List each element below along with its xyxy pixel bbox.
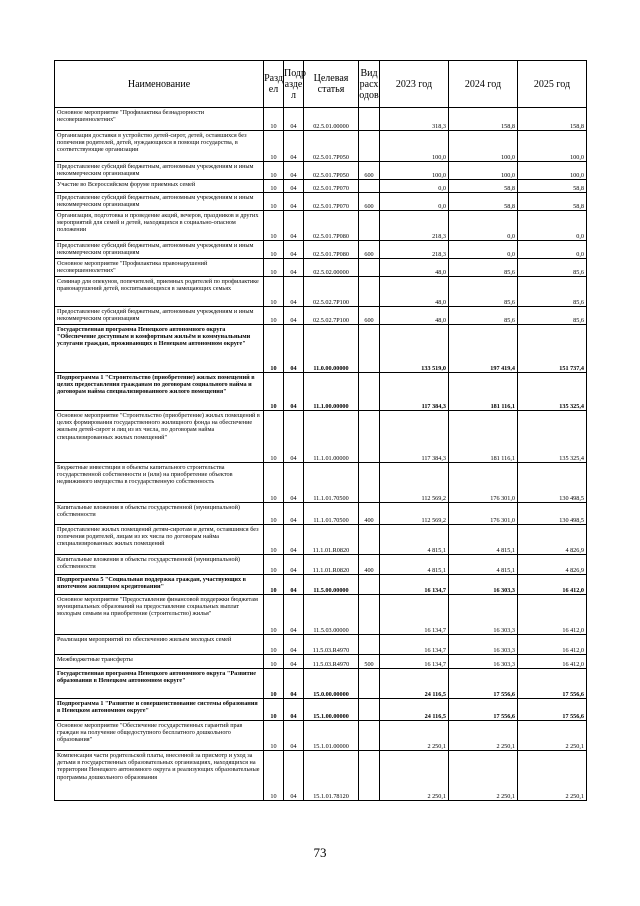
row-2024: 4 815,1: [449, 525, 518, 555]
row-2025: 158,8: [518, 108, 587, 131]
table-row: [55, 277, 587, 307]
row-2025: 17 556,6: [518, 669, 587, 699]
header-name: Наименование: [55, 61, 264, 108]
row-2023: 2 250,1: [380, 751, 449, 801]
row-name: Межбюджетные трансферты: [55, 655, 264, 669]
row-2023: 16 134,7: [380, 595, 449, 635]
row-section: 10: [264, 411, 284, 463]
row-expense-type: 600: [359, 193, 380, 211]
row-subsection: 04: [284, 211, 304, 241]
table-row: [55, 525, 587, 555]
row-target: 02.5.02.00000: [304, 259, 359, 277]
row-section: 10: [264, 575, 284, 595]
row-2025: 135 325,4: [518, 411, 587, 463]
row-2023: 16 134,7: [380, 635, 449, 655]
row-name: Семинар для опекунов, попечителей, приемных родителей по профилактике правонарушений детей, воспитывающихся в замещающих семьях: [55, 277, 264, 307]
table-row: [55, 635, 587, 655]
row-section: 10: [264, 108, 284, 131]
row-name: Предоставление субсидий бюджетным, автономным учреждениям и иным некоммерческим организациям: [55, 193, 264, 211]
row-subsection: 04: [284, 131, 304, 162]
header-row: [55, 61, 587, 108]
row-2023: 48,0: [380, 277, 449, 307]
row-name: Подпрограмма 1 "Развитие и совершенствование системы образования в Ненецком автономном округе": [55, 699, 264, 721]
table-row: [55, 108, 587, 131]
table-row: [55, 131, 587, 162]
row-subsection: 04: [284, 595, 304, 635]
row-2025: 58,8: [518, 193, 587, 211]
row-2024: 176 301,0: [449, 503, 518, 525]
row-2024: 17 556,6: [449, 669, 518, 699]
row-target: 11.1.01.70500: [304, 503, 359, 525]
table-row: [55, 193, 587, 211]
row-name: Основное мероприятие "Строительство (приобретение) жилых помещений в целях формирования государственного жилищного фонда на обеспечение жильем детей-сирот и лиц из их числа, по договорам найма специализированных жилых помещений": [55, 411, 264, 463]
row-2024: 17 556,6: [449, 699, 518, 721]
row-2024: 85,6: [449, 307, 518, 325]
row-section: 10: [264, 131, 284, 162]
row-expense-type: 400: [359, 555, 380, 575]
table-row: [55, 463, 587, 503]
row-subsection: 04: [284, 525, 304, 555]
row-expense-type: [359, 108, 380, 131]
row-expense-type: [359, 259, 380, 277]
row-2025: 85,6: [518, 277, 587, 307]
table-row: [55, 699, 587, 721]
row-subsection: 04: [284, 277, 304, 307]
row-2023: 24 116,5: [380, 669, 449, 699]
row-section: 10: [264, 325, 284, 373]
row-2024: 100,0: [449, 162, 518, 180]
row-section: 10: [264, 595, 284, 635]
row-section: 10: [264, 277, 284, 307]
row-target: 02.5.01.7Р050: [304, 162, 359, 180]
row-target: 11.5.03.R4970: [304, 635, 359, 655]
row-name: Основное мероприятие "Профилактика безнадзорности несовершеннолетних": [55, 108, 264, 131]
row-subsection: 04: [284, 655, 304, 669]
row-2025: 17 556,6: [518, 699, 587, 721]
row-2023: 48,0: [380, 307, 449, 325]
table-body: [55, 108, 587, 801]
row-target: 02.5.01.7Р080: [304, 241, 359, 259]
row-section: 10: [264, 373, 284, 411]
row-expense-type: [359, 325, 380, 373]
row-target: 11.5.03.R4970: [304, 655, 359, 669]
row-2023: 48,0: [380, 259, 449, 277]
row-subsection: 04: [284, 411, 304, 463]
row-name: Предоставление субсидий бюджетным, автономным учреждениям и иным некоммерческим организациям: [55, 307, 264, 325]
row-expense-type: [359, 635, 380, 655]
row-2023: 16 134,7: [380, 575, 449, 595]
row-2025: 100,0: [518, 162, 587, 180]
row-section: 10: [264, 555, 284, 575]
row-expense-type: [359, 211, 380, 241]
row-2025: 16 412,0: [518, 595, 587, 635]
row-2025: 4 826,9: [518, 525, 587, 555]
row-subsection: 04: [284, 373, 304, 411]
row-target: 02.5.01.00000: [304, 108, 359, 131]
header-2025: 2025 год: [518, 61, 587, 108]
row-target: 11.5.00.00000: [304, 575, 359, 595]
row-section: 10: [264, 751, 284, 801]
row-target: 11.0.00.00000: [304, 325, 359, 373]
row-name: Подпрограмма 5 "Социальная поддержка граждан, участвующих в ипотечном жилищном кредитовании": [55, 575, 264, 595]
table-row: [55, 211, 587, 241]
row-subsection: 04: [284, 108, 304, 131]
header-target: Целевая статья: [304, 61, 359, 108]
row-section: 10: [264, 211, 284, 241]
row-section: 10: [264, 635, 284, 655]
row-2023: 16 134,7: [380, 655, 449, 669]
row-target: 11.1.01.70500: [304, 463, 359, 503]
row-2024: 16 303,3: [449, 575, 518, 595]
row-target: 11.1.00.00000: [304, 373, 359, 411]
row-2023: 117 384,3: [380, 411, 449, 463]
row-target: 02.5.02.7Р100: [304, 307, 359, 325]
row-2024: 58,8: [449, 193, 518, 211]
row-2024: 176 301,0: [449, 463, 518, 503]
row-subsection: 04: [284, 463, 304, 503]
row-target: 11.1.01.00000: [304, 411, 359, 463]
row-section: 10: [264, 699, 284, 721]
table-row: [55, 325, 587, 373]
row-expense-type: 600: [359, 241, 380, 259]
row-target: 02.5.02.7Р100: [304, 277, 359, 307]
row-expense-type: [359, 525, 380, 555]
row-2024: 2 250,1: [449, 721, 518, 751]
row-2024: 100,0: [449, 131, 518, 162]
row-subsection: 04: [284, 259, 304, 277]
row-name: Основное мероприятие "Обеспечение государственных гарантий прав граждан на получение общедоступного бесплатного дошкольного образования": [55, 721, 264, 751]
row-name: Капитальные вложения в объекты государственной (муниципальной) собственности: [55, 555, 264, 575]
table-row: [55, 241, 587, 259]
row-section: 10: [264, 463, 284, 503]
row-name: Предоставление субсидий бюджетным, автономным учреждениям и иным некоммерческим организациям: [55, 241, 264, 259]
row-target: 15.1.01.00000: [304, 721, 359, 751]
budget-table: [54, 60, 587, 801]
row-name: Предоставление жилых помещений детям-сиротам и детям, оставшимся без попечения родителей, лицам из их числа по договорам найма специализированных жилых помещений: [55, 525, 264, 555]
row-subsection: 04: [284, 575, 304, 595]
row-subsection: 04: [284, 635, 304, 655]
row-subsection: 04: [284, 162, 304, 180]
header-subsection: Подр азде л: [284, 61, 304, 108]
row-2024: 197 419,4: [449, 325, 518, 373]
table-row: [55, 503, 587, 525]
row-2023: 218,3: [380, 211, 449, 241]
row-2023: 24 116,5: [380, 699, 449, 721]
row-expense-type: 600: [359, 162, 380, 180]
row-2024: 158,8: [449, 108, 518, 131]
row-expense-type: 600: [359, 307, 380, 325]
row-section: 10: [264, 180, 284, 193]
row-2023: 112 569,2: [380, 463, 449, 503]
header-expense-type: Вид расх одов: [359, 61, 380, 108]
row-subsection: 04: [284, 325, 304, 373]
row-2025: 130 498,5: [518, 503, 587, 525]
row-section: 10: [264, 655, 284, 669]
row-name: Реализация мероприятий по обеспечению жильем молодых семей: [55, 635, 264, 655]
row-expense-type: [359, 131, 380, 162]
row-section: 10: [264, 162, 284, 180]
row-name: Бюджетные инвестиции в объекты капитального строительства государственной собственности и (или) на приобретение объектов недвижимого имущества в государственную собственность: [55, 463, 264, 503]
row-expense-type: [359, 751, 380, 801]
page-number: 73: [313, 845, 327, 860]
row-section: 10: [264, 193, 284, 211]
row-name: Подпрограмма 1 "Строительство (приобретение) жилых помещений в целях предоставления гражданам по договорам социального найма и договорам найма специализированного жилого помещения": [55, 373, 264, 411]
row-target: 02.5.01.7Р070: [304, 180, 359, 193]
row-2024: 181 116,1: [449, 373, 518, 411]
header-2024: 2024 год: [449, 61, 518, 108]
table-row: [55, 575, 587, 595]
row-expense-type: [359, 575, 380, 595]
row-2023: 218,3: [380, 241, 449, 259]
row-2024: 85,6: [449, 259, 518, 277]
row-section: 10: [264, 525, 284, 555]
table-row: [55, 751, 587, 801]
row-name: Капитальные вложения в объекты государственной (муниципальной) собственности: [55, 503, 264, 525]
row-subsection: 04: [284, 241, 304, 259]
row-2023: 318,3: [380, 108, 449, 131]
row-2025: 0,0: [518, 241, 587, 259]
row-2025: 135 325,4: [518, 373, 587, 411]
row-2025: 16 412,0: [518, 655, 587, 669]
row-expense-type: [359, 180, 380, 193]
row-expense-type: [359, 277, 380, 307]
table-row: [55, 555, 587, 575]
row-2025: 100,0: [518, 131, 587, 162]
row-section: 10: [264, 241, 284, 259]
row-2024: 16 303,3: [449, 655, 518, 669]
row-name: Компенсация части родительской платы, внесенной за присмотр и уход за детьми в государственных образовательных организациях, находящихся на территории Ненецкого автономного округа и реализующих образовательные программы дошкольного образования: [55, 751, 264, 801]
row-2025: 4 826,9: [518, 555, 587, 575]
row-target: 11.1.01.R0820: [304, 525, 359, 555]
row-subsection: 04: [284, 503, 304, 525]
row-subsection: 04: [284, 555, 304, 575]
row-target: 11.1.01.R0820: [304, 555, 359, 575]
row-expense-type: [359, 721, 380, 751]
row-expense-type: [359, 699, 380, 721]
row-2023: 4 815,1: [380, 555, 449, 575]
row-2025: 130 498,5: [518, 463, 587, 503]
row-section: 10: [264, 669, 284, 699]
row-2025: 16 412,0: [518, 635, 587, 655]
row-name: Предоставление субсидий бюджетным, автономным учреждениям и иным некоммерческим организациям: [55, 162, 264, 180]
row-expense-type: 500: [359, 655, 380, 669]
row-expense-type: [359, 373, 380, 411]
row-2025: 58,8: [518, 180, 587, 193]
row-2023: 117 384,3: [380, 373, 449, 411]
row-subsection: 04: [284, 193, 304, 211]
row-2025: 0,0: [518, 211, 587, 241]
row-2025: 16 412,0: [518, 575, 587, 595]
row-name: Участие во Всероссийском форуме приемных семей: [55, 180, 264, 193]
row-target: 15.1.01.78120: [304, 751, 359, 801]
row-2024: 2 250,1: [449, 751, 518, 801]
row-2024: 0,0: [449, 211, 518, 241]
row-subsection: 04: [284, 180, 304, 193]
table-row: [55, 669, 587, 699]
row-target: 02.5.01.7Р070: [304, 193, 359, 211]
table-row: [55, 411, 587, 463]
row-subsection: 04: [284, 721, 304, 751]
row-section: 10: [264, 259, 284, 277]
table-row: [55, 259, 587, 277]
row-2023: 2 250,1: [380, 721, 449, 751]
row-expense-type: [359, 595, 380, 635]
table-row: [55, 373, 587, 411]
row-2024: 4 815,1: [449, 555, 518, 575]
row-name: Основное мероприятие "Предоставление финансовой поддержки бюджетам муниципальных образований на предоставление социальных выплат молодым семьям на приобретение (строительство) жилья": [55, 595, 264, 635]
row-subsection: 04: [284, 751, 304, 801]
row-name: Организация, подготовка и проведение акций, вечеров, праздников и других мероприятий для семей и детей, находящихся в социально-опасном положении: [55, 211, 264, 241]
row-2024: 85,6: [449, 277, 518, 307]
row-2025: 85,6: [518, 307, 587, 325]
row-name: Основное мероприятие "Профилактика правонарушений несовершеннолетних": [55, 259, 264, 277]
budget-sheet: [54, 60, 586, 801]
row-target: 11.5.03.00000: [304, 595, 359, 635]
row-name: Государственная программа Ненецкого автономного округа "Развитие образования в Ненецком автономном округе": [55, 669, 264, 699]
header-2023: 2023 год: [380, 61, 449, 108]
row-2024: 181 116,1: [449, 411, 518, 463]
row-2023: 112 569,2: [380, 503, 449, 525]
row-expense-type: [359, 463, 380, 503]
row-target: 02.5.01.7Р080: [304, 211, 359, 241]
row-name: Государственная программа Ненецкого автономного округа "Обеспечение доступным и комфортным жильём и коммунальными услугами граждан, проживающих в Ненецком автономном округе": [55, 325, 264, 373]
row-2025: 2 250,1: [518, 751, 587, 801]
table-row: [55, 655, 587, 669]
row-expense-type: 400: [359, 503, 380, 525]
row-target: 02.5.01.7Р050: [304, 131, 359, 162]
row-target: 15.1.00.00000: [304, 699, 359, 721]
row-section: 10: [264, 503, 284, 525]
row-expense-type: [359, 669, 380, 699]
row-2023: 100,0: [380, 131, 449, 162]
row-2023: 0,0: [380, 193, 449, 211]
table-row: [55, 595, 587, 635]
row-subsection: 04: [284, 699, 304, 721]
header-section: Разд ел: [264, 61, 284, 108]
table-row: [55, 721, 587, 751]
table-row: [55, 307, 587, 325]
row-subsection: 04: [284, 307, 304, 325]
row-subsection: 04: [284, 669, 304, 699]
table-row: [55, 180, 587, 193]
row-2024: 0,0: [449, 241, 518, 259]
row-2023: 133 519,0: [380, 325, 449, 373]
row-expense-type: [359, 411, 380, 463]
table-row: [55, 162, 587, 180]
row-2023: 100,0: [380, 162, 449, 180]
row-2024: 16 303,3: [449, 635, 518, 655]
row-2025: 2 250,1: [518, 721, 587, 751]
row-section: 10: [264, 721, 284, 751]
row-2024: 16 303,3: [449, 595, 518, 635]
row-2024: 58,8: [449, 180, 518, 193]
row-2023: 4 815,1: [380, 525, 449, 555]
row-2025: 151 737,4: [518, 325, 587, 373]
row-section: 10: [264, 307, 284, 325]
row-2025: 85,6: [518, 259, 587, 277]
row-name: Организация доставки в устройство детей-сирот, детей, оставшихся без попечения родителей, детей, нуждающихся в помощи государства, в соответствующие организации: [55, 131, 264, 162]
row-2023: 0,0: [380, 180, 449, 193]
row-target: 15.0.00.00000: [304, 669, 359, 699]
